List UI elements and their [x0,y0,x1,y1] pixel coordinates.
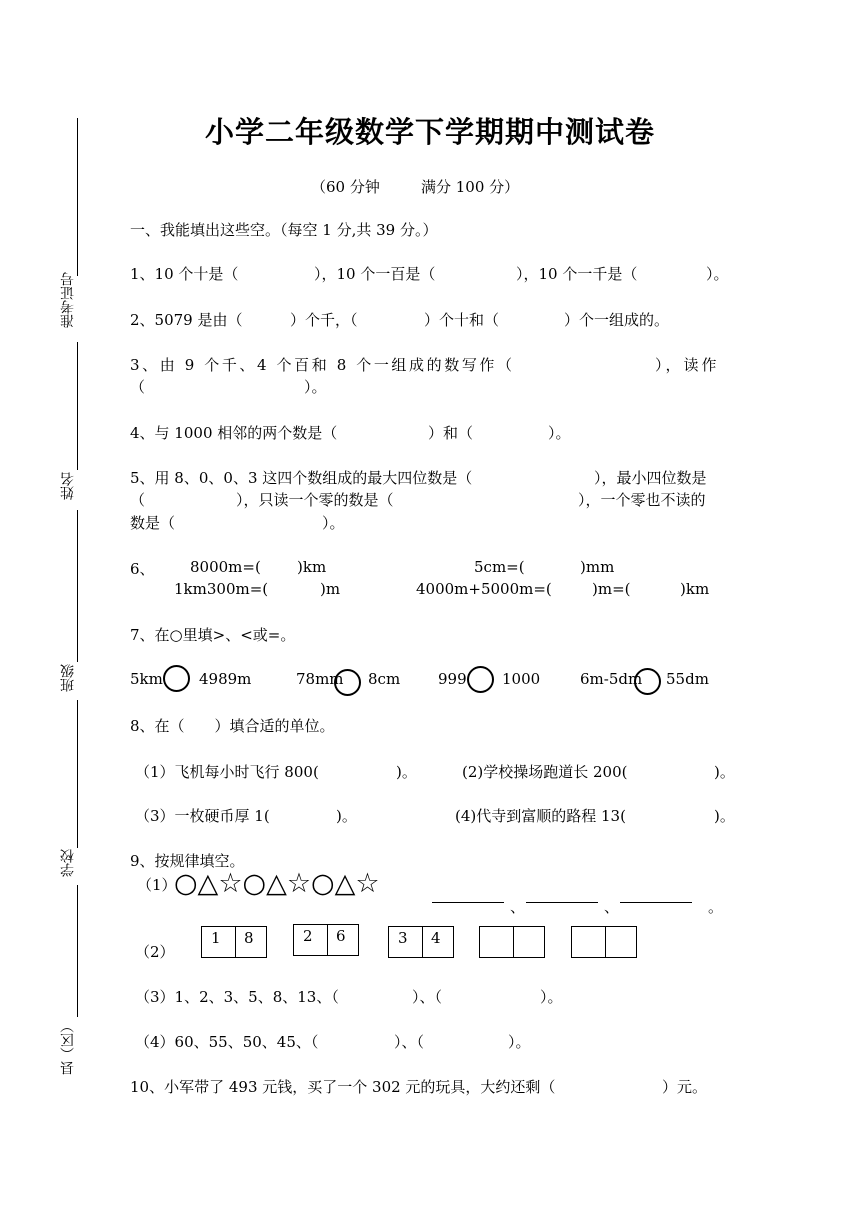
q2-part4: ）个一组成的。 [564,311,670,329]
q2-part2: ）个千，（ [290,311,358,329]
q6-d-left: 4000m+5000m=( [416,580,552,598]
box-cell: 4 [431,929,441,947]
label-class: 班级 [60,664,76,692]
q4-part2: ）和（ [428,424,474,442]
margin-line [77,885,78,1017]
q5-part4: ），只读一个零的数是（ [236,491,394,509]
q10-right: ）元。 [662,1078,708,1096]
q5-part1: 5、用 8、0、0、3 这四个数组成的最大四位数是（ [130,469,473,487]
empty-number-box [479,926,545,958]
q7-item: 999 [438,670,467,688]
q9-item4-left: （4）60、55、50、45、（ [135,1033,319,1051]
q5-part5: ），一个零也不读的 [578,491,706,509]
q7-item: 4989m [199,670,252,688]
number-box [201,926,267,958]
box-cell [605,927,638,957]
q7-item: 78mm [296,670,344,688]
q6-a-right: )km [297,558,327,576]
section-heading: 一、我能填出这些空。（每空 1 分,共 39 分。） [130,221,438,239]
q5-part6: 数是（ [130,514,176,532]
q8-item4-left: (4)代寺到富顺的路程 13( [455,807,626,825]
q8-item2-left: (2)学校操场跑道长 200( [462,763,628,781]
box-cell: 2 [303,927,313,945]
box-cell: 8 [244,929,254,947]
q8-instruction: 8、在（ ）填合适的单位。 [130,717,335,735]
full-score: 满分 100 分） [421,178,520,196]
separator: 、 [510,898,526,916]
q10-left: 10、小军带了 493 元钱，买了一个 302 元的玩具，大约还剩（ [130,1078,556,1096]
answer-blank [526,902,598,903]
q9-item4-right: ）。 [508,1033,531,1051]
compare-circle [334,669,361,696]
answer-blank [432,902,504,903]
number-box [388,926,454,958]
q3-part3: （ [130,378,146,396]
q8-item2-right: )。 [714,763,735,781]
label-exam-id: 准考证号 [60,272,76,328]
box-cell: 1 [211,929,221,947]
q3-part4: ）。 [304,378,327,396]
q7-item: 8cm [368,670,401,688]
empty-number-box [571,926,637,958]
q9-item3-mid: ）、（ [412,988,443,1006]
q9-item3-right: ）。 [540,988,563,1006]
q7-item: 6m-5dm [580,670,643,688]
q9-instruction: 9、按规律填空。 [130,852,245,870]
margin-line [77,342,78,470]
separator: 、 [604,898,620,916]
time-limit: （60 分钟 [311,178,380,196]
box-cell: 6 [336,927,346,945]
compare-circle [163,665,190,692]
shape-sequence: ○△☆○△☆○△☆ [174,868,380,899]
q2-part1: 2、5079 是由（ [130,311,243,329]
q7-item: 1000 [502,670,541,688]
q8-item4-right: )。 [714,807,735,825]
q8-item1-right: )。 [396,763,417,781]
q6-b-left: 5cm=( [474,558,525,576]
q8-item3-right: )。 [336,807,357,825]
q5-part7: ）。 [322,514,345,532]
q1-part4: ）。 [706,265,729,283]
q3-part2: ），读作 [655,356,720,374]
label-school: 学校 [60,849,76,877]
q1-part2: ），10 个一百是（ [314,265,436,283]
q6-a-left: 8000m=( [190,558,261,576]
box-cell: 3 [398,929,408,947]
margin-line [77,700,78,848]
q9-item1-label: （1） [137,876,177,894]
page-title: 小学二年级数学下学期期中测试卷 [204,115,655,149]
box-cell [513,927,546,957]
number-box [293,924,359,956]
q8-item3-left: （3）一枚硬币厚 1( [135,807,270,825]
q6-d-right: )km [680,580,710,598]
q8-item1-left: （1）飞机每小时飞行 800( [135,763,319,781]
margin-line [77,510,78,662]
q2-part3: ）个十和（ [424,311,500,329]
compare-circle [467,666,494,693]
answer-blank [620,902,692,903]
q5-part3: （ [130,491,146,509]
q6-b-right: )mm [580,558,615,576]
q4-part3: ）。 [548,424,571,442]
q5-part2: ），最小四位数是 [594,469,707,487]
q4-part1: 4、与 1000 相邻的两个数是（ [130,424,338,442]
q6-c-right: )m [320,580,341,598]
q3-part1: 3、由 9 个千、4 个百和 8 个一组成的数写作（ [130,356,515,374]
label-name: 姓名 [60,472,76,500]
q7-item: 5km [130,670,163,688]
q9-item2-label: （2） [135,943,175,961]
q1-part3: ），10 个一千是（ [516,265,638,283]
margin-line [77,118,78,276]
q9-item3-left: （3）1、2、3、5、8、13、（ [135,988,339,1006]
q9-item4-mid: ）、（ [394,1033,425,1051]
label-county: 县（区） [60,1019,76,1075]
q6-number: 6、 [130,560,155,578]
box-cell [480,927,513,957]
compare-circle [634,668,661,695]
q7-item: 55dm [666,670,709,688]
q6-c-left: 1km300m=( [174,580,269,598]
box-cell [572,927,605,957]
period: 。 [708,898,724,916]
q1-part1: 1、10 个十是（ [130,265,239,283]
q7-instruction: 7、在○里填>、<或=。 [130,626,296,644]
q6-d-mid: )m=( [592,580,631,598]
